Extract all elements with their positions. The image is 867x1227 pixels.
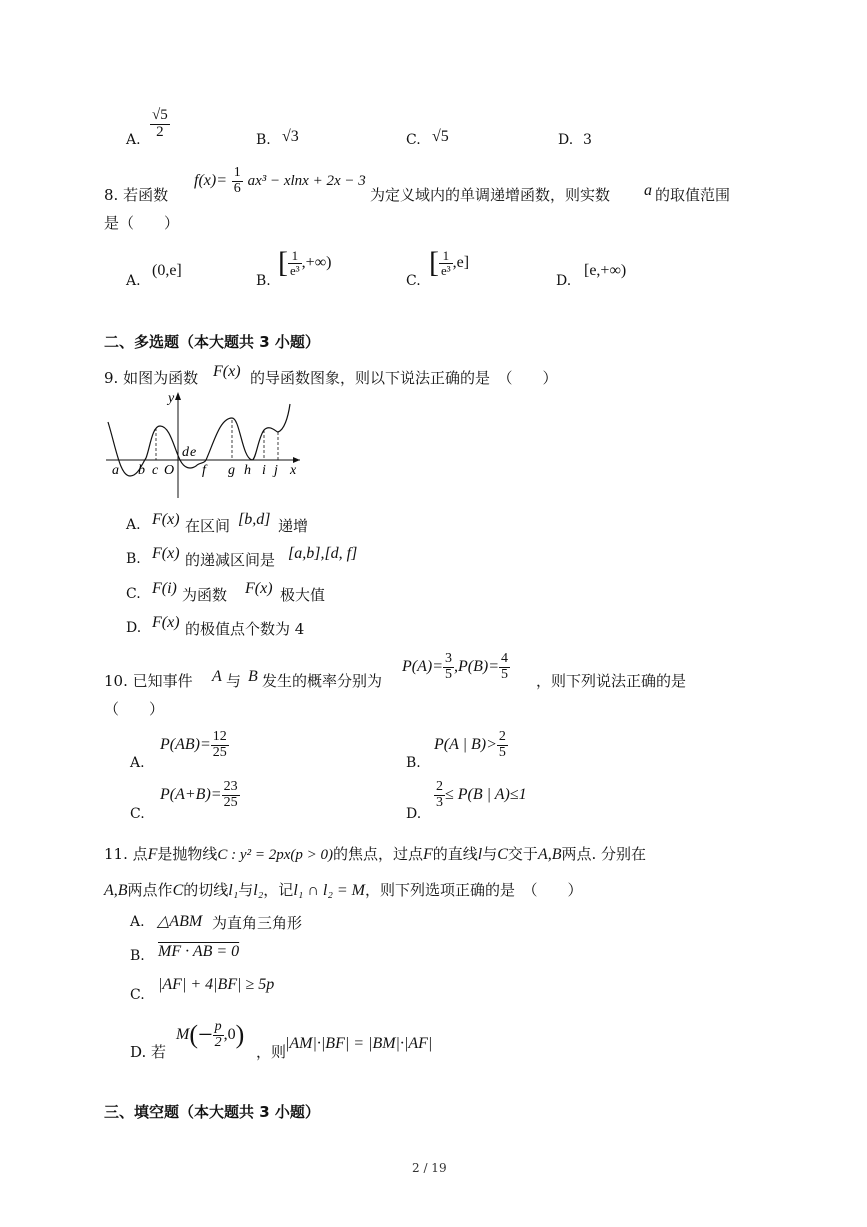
q9-option-d-label: D. bbox=[126, 620, 142, 636]
q11-option-b-label: B. bbox=[130, 948, 145, 964]
graph-y-arrow bbox=[175, 392, 181, 400]
q8-option-c-label: C. bbox=[406, 273, 421, 289]
q9-option-c-text1: 为函数 bbox=[182, 586, 228, 604]
q10-text3: ，则下列说法正确的是 bbox=[536, 672, 687, 690]
q8-func-lhs: f(x)= bbox=[194, 172, 227, 190]
q10-text2: 发生的概率分别为 bbox=[262, 672, 383, 690]
q11-var-c: C bbox=[497, 846, 508, 863]
q9-option-b-text1: 的递减区间是 bbox=[185, 551, 276, 569]
q7-a-numerator: √5 bbox=[152, 107, 168, 123]
q11-l2-t5: ，则下列选项正确的是 （ ） bbox=[365, 881, 583, 899]
q11-l2: l₂ bbox=[253, 882, 264, 899]
q11-t7: 两点. 分别在 bbox=[561, 845, 647, 863]
q11-l2-t1: 两点作 bbox=[127, 881, 173, 899]
q7-option-b-label: B. bbox=[256, 132, 271, 148]
q10-option-b-value bbox=[434, 730, 508, 760]
q7-option-c-value: √5 bbox=[432, 128, 449, 145]
q10-pa-lhs: P(A)= bbox=[402, 658, 443, 676]
q8-func-num: 1 bbox=[233, 165, 241, 180]
q8-text-end: 的取值范围 bbox=[655, 186, 731, 204]
graph-label-e: e bbox=[190, 445, 197, 460]
q9-option-b-func: F(x) bbox=[152, 545, 180, 562]
q8-c-tail: ,e] bbox=[452, 254, 470, 271]
q9-text1: 9. 如图为函数 bbox=[104, 369, 199, 387]
q10-pa-den: 5 bbox=[445, 666, 452, 682]
q11-d-tail: ,0 bbox=[223, 1026, 236, 1044]
q9-option-a-label: A. bbox=[126, 517, 141, 533]
q7-option-a-label: A. bbox=[126, 132, 141, 148]
q10-option-c-value bbox=[160, 780, 240, 810]
q11-option-a-math: △ABM bbox=[157, 913, 203, 930]
q7-option-d-value: 3 bbox=[583, 132, 592, 148]
q10-d-num: 2 bbox=[436, 779, 443, 794]
q10-b-den: 5 bbox=[498, 744, 506, 760]
graph-label-j: j bbox=[274, 463, 278, 478]
graph-label-i: i bbox=[262, 463, 266, 478]
q10-d-den: 3 bbox=[436, 794, 443, 810]
q8-b-num: 1 bbox=[288, 249, 302, 264]
q11-option-d-text: ，则 bbox=[256, 1043, 287, 1061]
q8-option-b-value: [ $\frac{1}{\text{e³}}$ ,+∞) bbox=[278, 246, 332, 279]
q10-c-lhs: P(A+B)= bbox=[160, 786, 222, 804]
q11-t5: 与 bbox=[482, 845, 498, 863]
q10-a-num: 12 bbox=[212, 729, 227, 744]
q10-d-rhs: ≤ P(B | A)≤1 bbox=[445, 786, 527, 804]
q7-option-d-label: D. bbox=[558, 132, 574, 148]
q10-option-b-label: B. bbox=[406, 755, 421, 771]
q11-line2 bbox=[104, 879, 583, 900]
q11-option-a-label: A. bbox=[130, 914, 145, 930]
q8-option-a-label: A. bbox=[126, 273, 141, 289]
q10-option-a-label: A. bbox=[130, 755, 145, 771]
q11-option-d-point: M(− $\frac{p}{2}$ ,0) bbox=[176, 1019, 245, 1050]
q11-var-ab: A,B bbox=[537, 846, 562, 863]
q11-t2: 是抛物线 bbox=[157, 845, 218, 863]
q8-func-rest: ax³ − xlnx + 2x − 3 bbox=[247, 173, 366, 190]
q9-option-a-text1: 在区间 bbox=[185, 517, 231, 535]
q10-a-lhs: P(AB)= bbox=[160, 736, 211, 754]
q7-option-b-value: √3 bbox=[282, 128, 299, 145]
q9-option-d-func: F(x) bbox=[152, 614, 180, 631]
q11-intersection: l₁ ∩ l₂ = M bbox=[293, 882, 366, 899]
q11-line1 bbox=[104, 843, 646, 864]
q11-d-num: p bbox=[214, 1019, 222, 1034]
section-title-multi-choice: 二、多选题（本大题共 3 小题） bbox=[104, 333, 320, 351]
q11-l2-c: C bbox=[172, 882, 184, 899]
section-title-fill-blank: 三、填空题（本大题共 3 小题） bbox=[104, 1103, 320, 1121]
q8-c-num: 1 bbox=[439, 249, 453, 264]
q11-t3: 的焦点，过点 bbox=[332, 845, 423, 863]
q10-option-d-label: D. bbox=[406, 806, 422, 822]
q11-option-d-label: D. 若 bbox=[130, 1043, 167, 1061]
q10-pb-lhs: ,P(B)= bbox=[454, 658, 499, 676]
q10-var-a: A bbox=[212, 668, 222, 685]
q11-option-c-math: |AF| + 4|BF| ≥ 5p bbox=[158, 976, 275, 993]
q7-option-c-label: C. bbox=[406, 132, 421, 148]
q11-d-den: 2 bbox=[214, 1034, 222, 1050]
q11-var-f: F bbox=[147, 846, 158, 863]
q11-var-l: l bbox=[477, 846, 483, 863]
q9-option-b-interval: [a,b],[d, f] bbox=[288, 545, 358, 562]
q9-text2: 的导函数图象，则以下说法正确的是 （ ） bbox=[250, 369, 558, 387]
graph-label-h: h bbox=[244, 463, 251, 478]
q11-t4: 的直线 bbox=[432, 845, 478, 863]
q10-b-num: 2 bbox=[498, 729, 506, 744]
q8-text-after: 为定义域内的单调递增函数，则实数 bbox=[370, 186, 611, 204]
q8-function bbox=[194, 166, 366, 196]
q10-pb-den: 5 bbox=[501, 666, 508, 682]
q9-option-a-interval: [b,d] bbox=[238, 511, 271, 528]
q8-option-b-label: B. bbox=[256, 273, 271, 289]
q8-c-den: e³ bbox=[441, 262, 451, 278]
q10-a-den: 25 bbox=[212, 744, 227, 760]
q11-var-f2: F bbox=[422, 846, 433, 863]
q9-option-b-label: B. bbox=[126, 551, 141, 567]
q11-t1: 11. 点 bbox=[104, 845, 148, 863]
q9-option-a-func: F(x) bbox=[152, 511, 180, 528]
q10-option-a-value bbox=[160, 730, 229, 760]
q8-func-den: 6 bbox=[233, 180, 241, 196]
q11-line2-ab: A,B bbox=[104, 882, 128, 899]
q8-b-den: e³ bbox=[290, 262, 300, 278]
graph-label-b: b bbox=[138, 463, 145, 478]
q8-option-d-label: D. bbox=[556, 273, 572, 289]
q10-c-num: 23 bbox=[223, 779, 238, 794]
graph-label-d: d bbox=[182, 445, 189, 460]
q9-func: F(x) bbox=[213, 363, 241, 380]
q10-and: 与 bbox=[226, 672, 242, 690]
q8-line2: 是（ ） bbox=[104, 214, 180, 232]
q8-option-c-value: [ $\frac{1}{\text{e³}}$ ,e] bbox=[429, 246, 470, 279]
q8-b-tail: ,+∞) bbox=[301, 254, 332, 271]
q10-pb-num: 4 bbox=[501, 651, 508, 666]
q11-d-m: M bbox=[176, 1026, 190, 1044]
q10-c-den: 25 bbox=[223, 794, 238, 810]
q10-var-b: B bbox=[248, 668, 258, 685]
q8-prefix: 8. 若函数 bbox=[104, 186, 169, 204]
graph-label-o: O bbox=[164, 463, 175, 478]
q11-l2-t3: 与 bbox=[238, 881, 254, 899]
q11-option-b-math: MF · AB = 0 bbox=[158, 943, 240, 960]
q10-text1: 10. 已知事件 bbox=[104, 672, 193, 690]
q11-option-a-text: 为直角三角形 bbox=[212, 914, 303, 932]
q11-l2-t2: 的切线 bbox=[183, 881, 229, 899]
q9-option-c-label: C. bbox=[126, 586, 141, 602]
q9-option-c-text2: 极大值 bbox=[280, 586, 326, 604]
graph-label-y: y bbox=[168, 391, 175, 406]
q11-option-c-label: C. bbox=[130, 987, 145, 1003]
q8-option-d-value: [e,+∞) bbox=[584, 262, 627, 279]
q10-pa-num: 3 bbox=[445, 651, 452, 666]
q11-curve: C : y² = 2px(p > 0) bbox=[217, 847, 333, 863]
q11-t6: 交于 bbox=[507, 845, 538, 863]
q11-option-d-math: |AM|·|BF| = |BM|·|AF| bbox=[285, 1035, 433, 1052]
graph-label-a: a bbox=[112, 463, 119, 478]
q8-option-a-value: (0,e] bbox=[152, 262, 182, 279]
q9-option-c-func: F(i) bbox=[152, 580, 177, 597]
q10-option-c-label: C. bbox=[130, 806, 145, 822]
q10-b-lhs: P(A | B)> bbox=[434, 736, 497, 754]
q7-option-a-fraction bbox=[150, 108, 170, 141]
q9-option-d-text1: 的极值点个数为 4 bbox=[185, 620, 305, 638]
q10-option-d-value bbox=[434, 780, 527, 810]
q9-option-c-func2: F(x) bbox=[245, 580, 273, 597]
q11-l1: l₁ bbox=[228, 882, 239, 899]
graph-label-c: c bbox=[152, 463, 159, 478]
graph-label-x: x bbox=[290, 463, 297, 478]
q10-probabilities bbox=[402, 652, 510, 682]
page-number: 2 / 19 bbox=[412, 1161, 447, 1175]
q9-option-a-text2: 递增 bbox=[278, 517, 309, 535]
graph-label-g: g bbox=[228, 463, 235, 478]
q11-l2-t4: ，记 bbox=[263, 881, 294, 899]
q8-var-a: a bbox=[644, 182, 652, 199]
q7-a-denominator: 2 bbox=[156, 123, 164, 140]
q10-line2: （ ） bbox=[104, 700, 165, 718]
q9-derivative-graph bbox=[104, 388, 304, 500]
graph-label-f: f bbox=[202, 463, 206, 478]
